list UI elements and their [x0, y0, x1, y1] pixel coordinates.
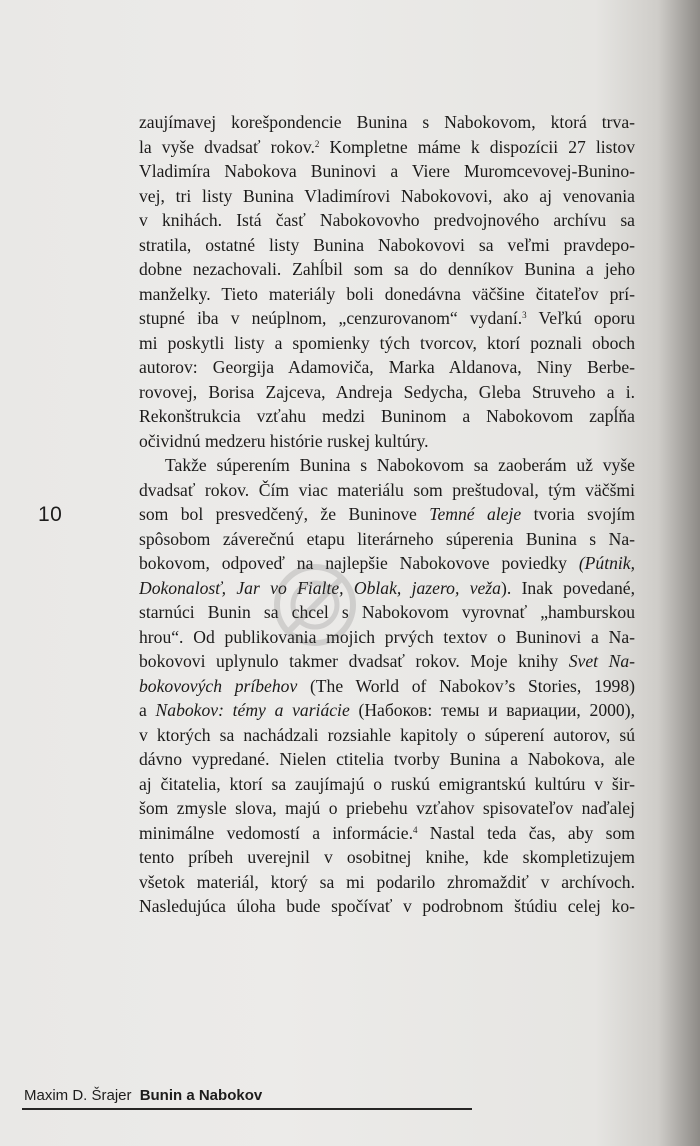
text-fragment: ). Inak povedané, — [500, 577, 635, 598]
italic-title: Nabokov: témy a variácie — [155, 700, 350, 720]
footer-book-title: Bunin a Nabokov — [139, 1087, 263, 1104]
text-fragment: bokovovi uplynulo takmer dvadsať rokov. Moje knihy — [139, 651, 569, 671]
text-line: mi poskytli listy a spomienky tých tvorcov, ktorí poznali oboch — [139, 332, 635, 353]
text-line: v ktorých sa nachádzali rozsiahle kapitoly o súperení autorov, sú — [139, 724, 635, 745]
text-line — [139, 135, 635, 160]
running-footer — [24, 1087, 472, 1104]
text-line: rovovej, Borisa Zajceva, Andreja Sedycha, Gleba Struveho a i. — [139, 381, 635, 402]
text-line — [139, 821, 635, 846]
footer-rule — [22, 1108, 472, 1110]
text-fragment: la vyše dvadsať rokov. — [139, 136, 315, 157]
text-line: manželky. Tieto materiály boli donedávna väčšine čitateľov prí- — [139, 283, 635, 304]
text-line — [139, 576, 635, 601]
text-line: šom zmysle slova, majú o priebehu vzťahov spisovateľov naďalej — [139, 798, 635, 818]
text-line: dobne nezachovali. Zahĺbil som sa do denníkov Bunina a jeho — [139, 259, 635, 279]
text-line: Takže súperením Bunina s Nabokovom sa zaoberám už vyše — [165, 455, 635, 475]
text-line — [139, 674, 635, 699]
text-line: tento príbeh uverejnil v osobitnej knihe, kde skompletizujem — [139, 847, 635, 867]
text-line — [139, 502, 635, 527]
text-line: vej, tri listy Bunina Vladimírovi Nabokovovi, ako aj venovania — [139, 185, 635, 206]
text-fragment: stupné iba v neúplnom, „cenzurovanom“ vydaní. — [139, 308, 523, 328]
text-fragment: (Набоков: темы и вариации, 2000), — [349, 700, 635, 720]
text-fragment: a — [139, 700, 156, 720]
body-text — [139, 110, 635, 919]
footer-author: Maxim D. Šrajer — [24, 1087, 132, 1104]
text-line — [139, 306, 635, 331]
italic-title: bokovových príbehov — [139, 675, 298, 696]
text-fragment: Nastal teda čas, aby som — [417, 822, 635, 843]
paragraph-1 — [139, 110, 635, 453]
text-line: starnúci Bunin sa chcel s Nabokovom vyrovnať „hamburskou — [139, 602, 635, 622]
text-fragment: Kompletne máme k dispozícii 27 listov — [329, 136, 635, 157]
text-line — [139, 649, 635, 674]
footnote-mark: 2 — [314, 138, 320, 149]
text-line: všetok materiál, ktorý sa mi podarilo zhromaždiť v archívoch. — [139, 871, 635, 892]
text-line: zaujímavej korešpondencie Bunina s Nabokovom, ktorá trva- — [139, 112, 635, 132]
text-line: autorov: Georgija Adamoviča, Marka Aldanova, Niny Berbe- — [139, 357, 635, 377]
text-fragment: Veľkú oporu — [538, 308, 635, 328]
text-line — [139, 551, 635, 576]
paragraph-2 — [139, 453, 635, 919]
footnote-mark: 4 — [412, 824, 418, 835]
text-fragment: minimálne vedomostí a informácie. — [139, 822, 413, 843]
page-number: 10 — [38, 503, 63, 526]
text-fragment: (The World of Nabokov’s Stories, 1998) — [297, 675, 635, 696]
text-line: Vladimíra Nabokova Buninovi a Viere Muromcevovej-Bunino- — [139, 161, 635, 181]
italic-title: Dokonalosť, Jar vo Fialte, Oblak, jazero, veža — [139, 577, 501, 598]
italic-title: (Pútnik, — [578, 553, 635, 573]
text-line: v knihách. Istá časť Nabokovovho predvojnového archívu sa — [139, 210, 635, 230]
footnote-mark: 3 — [522, 310, 527, 320]
text-line: dávno vypredané. Nielen ctitelia tvorby Bunina a Nabokova, ale — [139, 749, 635, 769]
text-line: očividnú medzeru histórie ruskej kultúry. — [139, 430, 429, 451]
text-line: spôsobom záverečnú etapu literárneho súperenia Bunina s Na- — [139, 528, 635, 549]
text-line: aj čitatelia, ktorí sa zaujímajú o ruskú emigrantskú kultúru v šir- — [139, 773, 635, 794]
text-line — [139, 698, 635, 723]
italic-title: Svet Na- — [568, 651, 635, 671]
text-fragment: som bol presvedčený, že Buninove — [139, 504, 430, 524]
text-line: Nasledujúca úloha bude spočívať v podrobnom štúdiu celej ko- — [139, 896, 635, 916]
text-line: Rekonštrukcia vzťahu medzi Buninom a Nabokovom zapĺňa — [139, 406, 635, 426]
italic-title: Temné aleje — [429, 504, 522, 524]
text-line: stratila, ostatné listy Bunina Nabokovovi sa veľmi pravdepo- — [139, 234, 635, 255]
text-line: dvadsať rokov. Čím viac materiálu som preštudoval, tým väčšmi — [139, 479, 635, 500]
text-fragment: bokovom, odpoveď na najlepšie Nabokovove poviedky — [139, 553, 579, 573]
text-line: hrou“. Od publikovania mojich prvých textov o Buninovi a Na- — [139, 626, 635, 647]
text-fragment: tvoria svojím — [521, 504, 635, 524]
